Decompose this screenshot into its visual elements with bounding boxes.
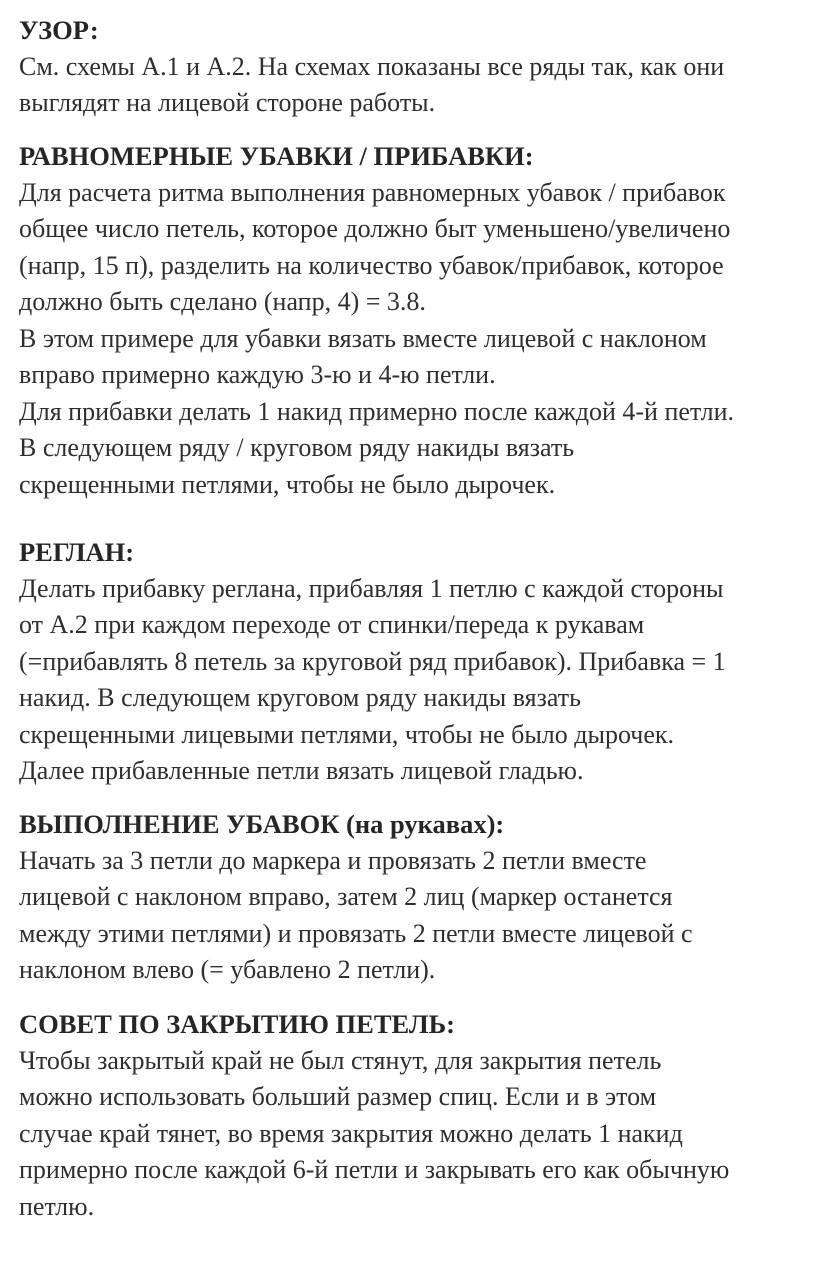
text-line: Для расчета ритма выполнения равномерных убавок / прибавок bbox=[19, 177, 726, 207]
text-line: накид. В следующем круговом ряду накиды вязать bbox=[19, 683, 581, 712]
section-heading: ВЫПОЛНЕНИЕ УБАВОК (на рукавах): bbox=[19, 809, 505, 839]
section-pattern bbox=[19, 12, 819, 122]
section-heading: УЗОР: bbox=[19, 15, 99, 45]
section-heading: РЕГЛАН: bbox=[19, 537, 135, 567]
text-line: скрещенными лицевыми петлями, чтобы не было дырочек. bbox=[19, 719, 675, 749]
text-line: Чтобы закрытый край не был стянут, для закрытия петель bbox=[19, 1045, 662, 1075]
text-line: (=прибавлять 8 петель за круговой ряд прибавок). Прибавка = 1 bbox=[19, 646, 726, 676]
text-line: вправо примерно каждую 3-ю и 4-ю петли. bbox=[19, 360, 496, 389]
text-line: (напр, 15 п), разделить на количество убавок/прибавок, которое bbox=[19, 250, 724, 280]
text-line: скрещенными петлями, чтобы не было дырочек. bbox=[19, 469, 556, 499]
section-heading: РАВНОМЕРНЫЕ УБАВКИ / ПРИБАВКИ: bbox=[19, 141, 534, 171]
section-heading: СОВЕТ ПО ЗАКРЫТИЮ ПЕТЕЛЬ: bbox=[19, 1009, 455, 1039]
text-line: петлю. bbox=[19, 1191, 95, 1221]
section-raglan bbox=[19, 534, 819, 790]
text-line: Делать прибавку реглана, прибавляя 1 петлю с каждой стороны bbox=[19, 573, 724, 603]
text-line: лицевой с наклоном вправо, затем 2 лиц (маркер останется bbox=[19, 882, 673, 911]
text-line: должно быть сделано (напр, 4) = 3.8. bbox=[19, 287, 426, 316]
text-line: В следующем ряду / круговом ряду накиды вязать bbox=[19, 433, 575, 462]
text-line: случае край тянет, во время закрытия можно делать 1 накид bbox=[19, 1118, 683, 1148]
section-sleeve-decreases bbox=[19, 806, 819, 989]
text-line: Начать за 3 петли до маркера и провязать 2 петли вместе bbox=[19, 845, 647, 875]
text-line: Далее прибавленные петли вязать лицевой гладью. bbox=[19, 756, 584, 785]
text-line: В этом примере для убавки вязать вместе лицевой с наклоном bbox=[19, 323, 707, 353]
text-line: наклоном влево (= убавлено 2 петли). bbox=[19, 955, 436, 984]
text-line: общее число петель, которое должно быт уменьшено/увеличено bbox=[19, 214, 731, 243]
text-line: выглядят на лицевой стороне работы. bbox=[19, 88, 436, 117]
text-line: Для прибавки делать 1 накид примерно после каждой 4-й петли. bbox=[19, 396, 735, 426]
text-line: См. схемы А.1 и А.2. На схемах показаны все ряды так, как они bbox=[19, 51, 725, 81]
section-bind-off-tip bbox=[19, 1006, 819, 1225]
text-line: от А.2 при каждом переходе от спинки/переда к рукавам bbox=[19, 610, 645, 639]
text-line: примерно после каждой 6-й петли и закрывать его как обычную bbox=[19, 1155, 730, 1184]
text-line: между этими петлями) и провязать 2 петли вместе лицевой с bbox=[19, 918, 693, 948]
section-even-decreases-increases bbox=[19, 138, 819, 503]
text-line: можно использовать больший размер спиц. Если и в этом bbox=[19, 1082, 657, 1111]
